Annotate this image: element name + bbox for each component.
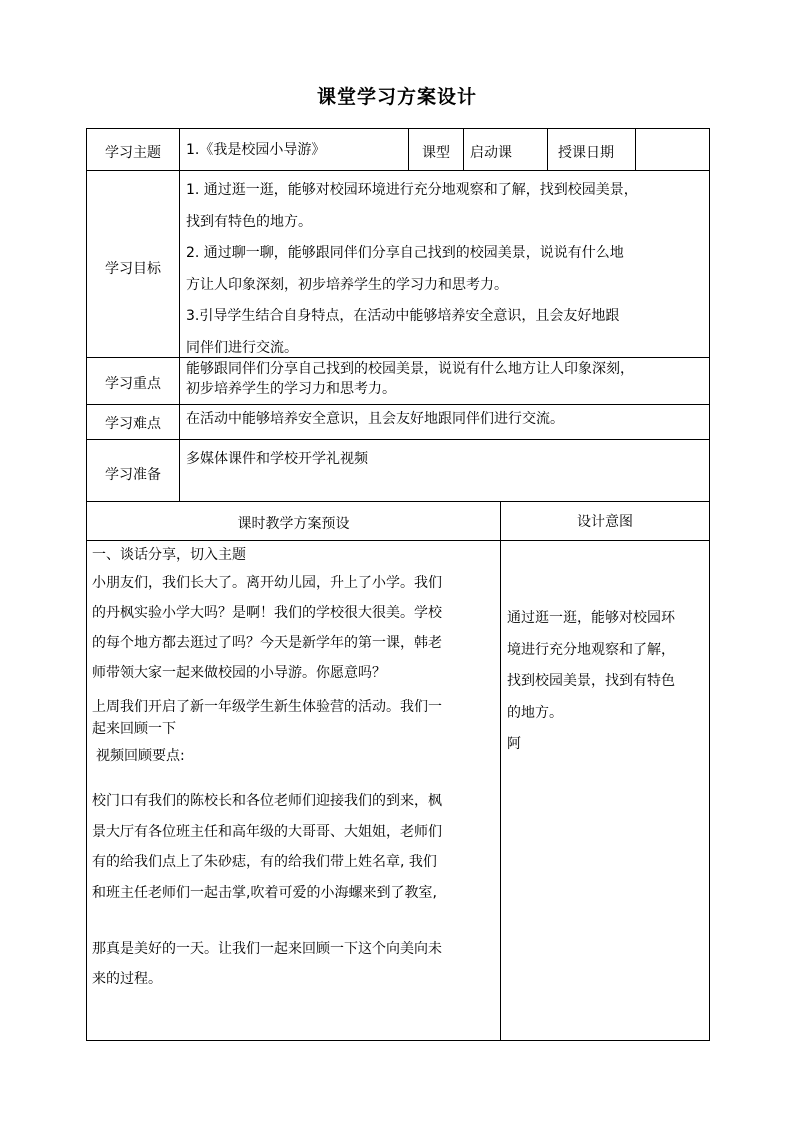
plan-left-header: 课时教学方案预设 xyxy=(237,516,350,532)
goal-line: 1. 通过逛一逛，能够对校园环境进行充分地观察和了解，找到校园美景， xyxy=(186,182,638,198)
plan-paragraph-video xyxy=(92,786,497,908)
key-points-label: 学习重点 xyxy=(105,376,161,392)
plan-line: 起来回顾一下 xyxy=(92,721,176,737)
video-review-label: 视频回顾要点: xyxy=(96,748,185,764)
difficulty-label: 学习难点 xyxy=(105,416,161,432)
key-point-line: 能够跟同伴们分享自己找到的校园美景，说说有什么地方让人印象深刻， xyxy=(186,361,634,377)
plan-section-title: 一、谈话分享，切入主题 xyxy=(92,547,246,563)
plan-line: 的每个地方都去逛过了吗？今天是新学年的第一课，韩老 xyxy=(92,635,442,651)
lesson-type-label: 课型 xyxy=(422,145,450,161)
plan-line: 和班主任老师们一起击掌,吹着可爱的小海螺来到了教室, xyxy=(92,884,437,901)
preparation-value: 多媒体课件和学校开学礼视频 xyxy=(186,451,368,467)
goals-text xyxy=(186,175,704,364)
goal-line: 同伴们进行交流。 xyxy=(186,339,298,356)
goal-line: 找到有特色的地方。 xyxy=(186,213,312,230)
plan-line: 小朋友们，我们长大了。离开幼儿园，升上了小学。我们 xyxy=(92,575,442,591)
plan-line: 有的给我们点上了朱砂痣，有的给我们带上姓名章, 我们 xyxy=(92,854,437,870)
plan-paragraph-intro xyxy=(92,568,497,688)
intent-line: 通过逛一逛，能够对校园环 xyxy=(507,610,675,626)
plan-line: 景大厅有各位班主任和高年级的大哥哥、大姐姐，老师们 xyxy=(92,823,442,840)
design-intent-text xyxy=(507,603,705,729)
intent-line: 的地方。 xyxy=(507,704,563,721)
plan-line: 来的过程。 xyxy=(92,971,162,987)
goal-line: 2. 通过聊一聊，能够跟同伴们分享自己找到的校园美景，说说有什么地 xyxy=(186,245,624,261)
goals-label: 学习目标 xyxy=(105,261,161,277)
key-points-text xyxy=(186,359,704,399)
plan-paragraph-video-end xyxy=(92,934,497,994)
goal-line: 方让人印象深刻，初步培养学生的学习力和思考力。 xyxy=(186,276,508,293)
goal-line: 3.引导学生结合自身特点，在活动中能够培养安全意识，且会友好地跟 xyxy=(186,308,620,324)
design-intent-extra: 阿 xyxy=(507,736,521,752)
plan-line: 那真是美好的一天。让我们一起来回顾一下这个向美向未 xyxy=(92,941,442,957)
difficulty-value: 在活动中能够培养安全意识，且会友好地跟同伴们进行交流。 xyxy=(186,411,564,427)
date-label: 授课日期 xyxy=(558,145,614,161)
plan-line: 的丹枫实验小学大吗？是啊！我们的学校很大很美。学校 xyxy=(92,605,442,621)
plan-line: 校门口有我们的陈校长和各位老师们迎接我们的到来，枫 xyxy=(92,793,442,809)
plan-line: 上周我们开启了新一年级学生新生体验营的活动。我们一 xyxy=(92,699,442,715)
plan-line: 师带领大家一起来做校园的小导游。你愿意吗？ xyxy=(92,665,386,681)
page-title: 课堂学习方案设计 xyxy=(316,86,477,108)
plan-paragraph-review xyxy=(92,696,497,740)
plan-right-header: 设计意图 xyxy=(577,514,633,530)
preparation-label: 学习准备 xyxy=(105,467,161,483)
intent-line: 境进行充分地观察和了解， xyxy=(507,641,675,658)
lesson-type-value: 启动课 xyxy=(470,145,512,161)
intent-line: 找到校园美景，找到有特色 xyxy=(507,673,675,689)
topic-label: 学习主题 xyxy=(105,145,161,161)
topic-value: 1.《我是校园小导游》 xyxy=(186,142,326,158)
key-point-line: 初步培养学生的学习力和思考力。 xyxy=(186,381,396,397)
